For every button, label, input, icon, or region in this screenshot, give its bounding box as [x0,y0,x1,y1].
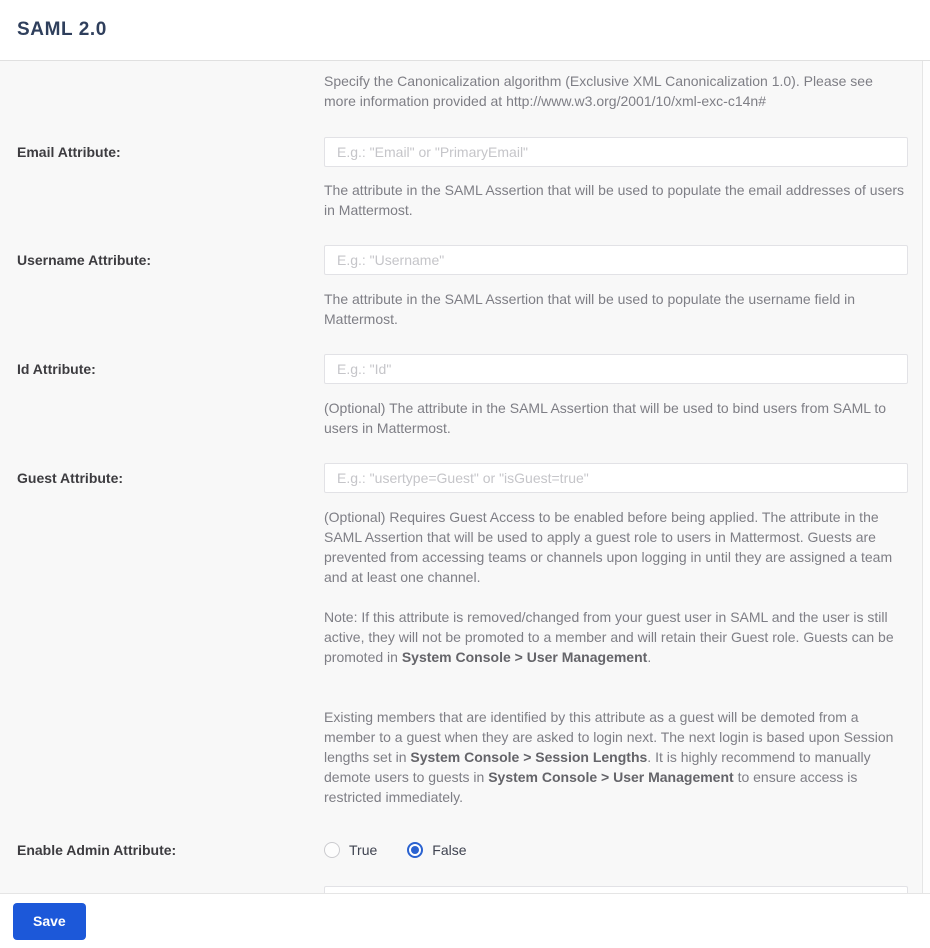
radio-true-icon[interactable] [324,842,340,858]
settings-form [0,61,930,893]
enable-admin-attribute-label: Enable Admin Attribute: [17,842,177,858]
email-attribute-input[interactable] [324,137,908,167]
guest-attribute-input[interactable] [324,463,908,493]
guest-attribute-row [0,463,930,493]
email-attribute-row [0,137,930,167]
enable-admin-attribute-radio-group [324,840,908,860]
id-attribute-row [0,354,930,384]
radio-true-label: True [349,842,378,858]
guest-attribute-help: (Optional) Requires Guest Access to be enabled before being applied. The attribute in the SAML Assertion that will be used to apply a guest role to users in Mattermost. Guests are prevented from accessing teams or channels upon logging in until they are assigned a team and at least one channel. [324,509,893,585]
guest-attribute-label: Guest Attribute: [17,470,124,486]
radio-false-icon[interactable] [407,842,423,858]
id-attribute-label: Id Attribute: [17,361,96,377]
save-button[interactable]: Save [13,903,86,940]
id-attribute-help: (Optional) The attribute in the SAML Assertion that will be used to bind users from SAML to users in Mattermost. [324,400,887,436]
email-attribute-label: Email Attribute: [17,144,121,160]
radio-option-true[interactable] [324,842,377,858]
page-header [0,0,930,61]
page-title: SAML 2.0 [17,19,107,40]
footer-bar [0,893,930,948]
scrollbar-track[interactable] [922,61,930,893]
username-attribute-input[interactable] [324,245,908,275]
email-attribute-help: The attribute in the SAML Assertion that will be used to populate the email addresses of users in Mattermost. [324,182,905,218]
demote-note-text: Existing members that are identified by this attribute as a guest will be demoted from a member to a guest when they are asked to login next. The next login is based upon Session lengths set in System Console > Session Lengths. It is highly recommend to manually demote users to guests in System Console > User Management to ensure access is restricted immediately. [324,709,894,805]
id-attribute-input[interactable] [324,354,908,384]
guest-note-text: Note: If this attribute is removed/changed from your guest user in SAML and the user is still active, they will not be promoted to a member and will retain their Guest role. Guests can be promoted in System Console > User Management. [324,609,894,665]
username-attribute-label: Username Attribute: [17,252,152,268]
radio-false-label: False [432,842,467,858]
username-attribute-help: The attribute in the SAML Assertion that will be used to populate the username field in Mattermost. [324,291,856,327]
canonicalization-help-text: Specify the Canonicalization algorithm (Exclusive XML Canonicalization 1.0). Please see more information provided at http://www.w3.org/2001/10/xml-exc-c14n# [324,73,873,109]
radio-option-false[interactable] [407,842,466,858]
username-attribute-row [0,245,930,275]
enable-admin-attribute-row [0,840,930,860]
next-field-input-partial[interactable] [324,886,908,893]
